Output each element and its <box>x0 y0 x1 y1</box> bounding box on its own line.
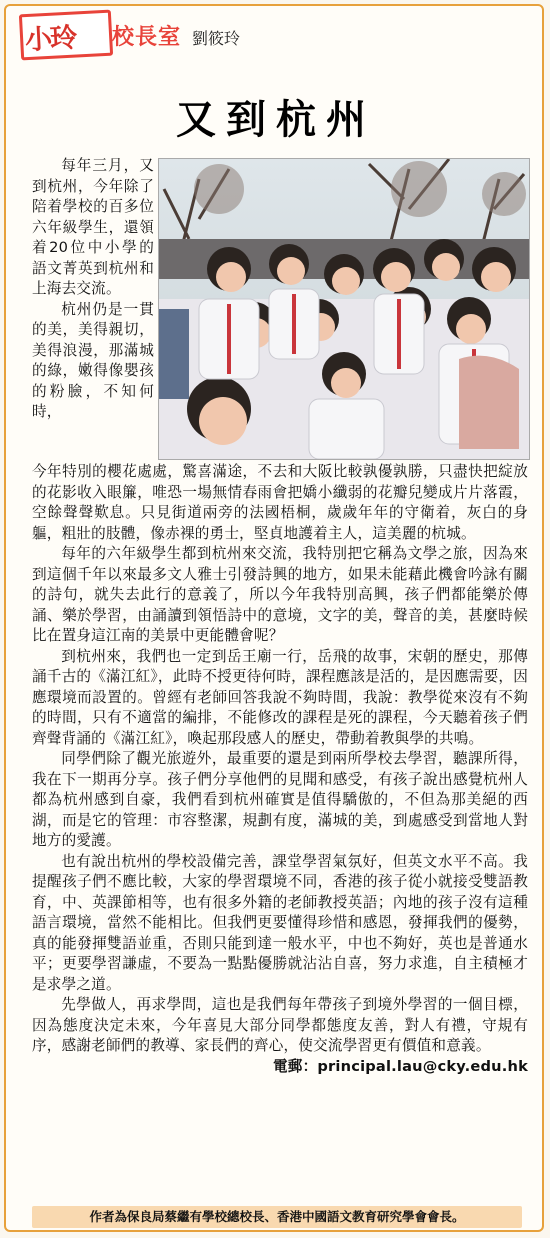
author-bio-note: 作者為保良局蔡繼有學校總校長、香港中國語文教育研究學會會長。 <box>32 1206 522 1228</box>
column-logo <box>19 10 113 61</box>
paragraph: 今年特別的櫻花處處，驚喜滿途，不去和大阪比較孰優孰勝，只盡快把綻放的花影收入眼簾，唯恐一場無情春雨會把嬌小纖弱的花瓣兒變成片片落霞，空餘聲聲歎息。只見街道兩旁的法國梧桐，歲歲年年的守衛着，灰白的身軀，粗壯的肢體，像赤裸的勇士，堅貞地護着主人，這美麗的杭城。 <box>32 463 528 542</box>
paragraph: 也有說出杭州的學校設備完善，課堂學習氣氛好，但英文水平不高。我提醒孩子們不應比較，大家的學習環境不同，香港的孩子從小就接受雙語教育，中、英課節相等，也有很多外籍的老師教授英語；內地的孩子沒有這種語言環境，當然不能相比。但我們更要懂得珍惜和感恩，發揮我們的優勢，真的能發揮雙語並重，否則只能到達一般水平，中也不夠好，英也是普通水平；更要學習謙虛，不要為一點點優勝就沾沾自喜，努力求進，自主積極才是求學之道。 <box>32 852 528 993</box>
author-email: 電郵：principal.lau@cky.edu.hk <box>273 1057 528 1075</box>
paragraph: 到杭州來，我們也一定到岳王廟一行，岳飛的故事，宋朝的歷史，那傳誦千古的《滿江紅》，此時不授更待何時，課程應該是活的，是因應需要，因應環境而設置的。曾經有老師回答我說不夠時間，我說：教學從來沒有不夠的時間，只有不適當的編排，不能修改的課程是死的課程，今天聽着孩子們齊聲背誦的《滿江紅》，喚起那段感人的歷史，帶動着教與學的共鳴。 <box>32 647 528 747</box>
left-column-text <box>32 156 154 423</box>
logo-text: 小玲 <box>24 22 76 57</box>
article-photo <box>158 158 530 460</box>
newspaper-column <box>4 4 544 1232</box>
paragraph: 先學做人，再求學問，這也是我們每年帶孩子到境外學習的一個目標，因為態度決定未來，今年喜見大部分同學都態度友善，對人有禮，守規有序，感謝老師們的教導、家長們的齊心，使交流學習更有價值和意義。 <box>32 996 528 1054</box>
paragraph: 杭州仍是一貫的美，美得親切，美得浪漫，那滿城的綠，嫩得像嬰孩的粉臉，不知何時， <box>32 300 154 420</box>
column-header <box>16 8 436 60</box>
column-title: 校長室 <box>112 25 182 50</box>
paragraph: 同學們除了觀光旅遊外，最重要的還是到兩所學校去學習，聽課所得，我在下一期再分享。孩子們分享他們的見聞和感受，有孩子說出感覺杭州人都為杭州感到自豪，我們看到杭州確實是值得驕傲的，不但為那美絕的西湖，而是它的管理：市容整潔，規劃有度，滿城的美，到處感受到當地人對地方的愛護。 <box>32 750 528 849</box>
paragraph: 每年的六年級學生都到杭州來交流，我特別把它稱為文學之旅，因為來到這個千年以來最多文人雅士引發詩興的地方，如果未能藉此機會吟詠有關的詩句，就失去此行的意義了，所以今年我特別高興，孩子們都能樂於傳誦、樂於學習，由誦讀到領悟詩中的意境，文字的美，聲音的美，甚麼時候比在置身這江南的美景中更能體會呢？ <box>32 545 528 644</box>
paragraph: 每年三月，又到杭州，今年除了陪着學校的百多位六年級學生，還領着20位中小學的語文菁英到杭州和上海去交流。 <box>32 157 154 297</box>
author-name: 劉筱玲 <box>192 29 241 48</box>
article-body <box>32 462 528 1077</box>
article-title: 又到杭州 <box>176 96 376 143</box>
